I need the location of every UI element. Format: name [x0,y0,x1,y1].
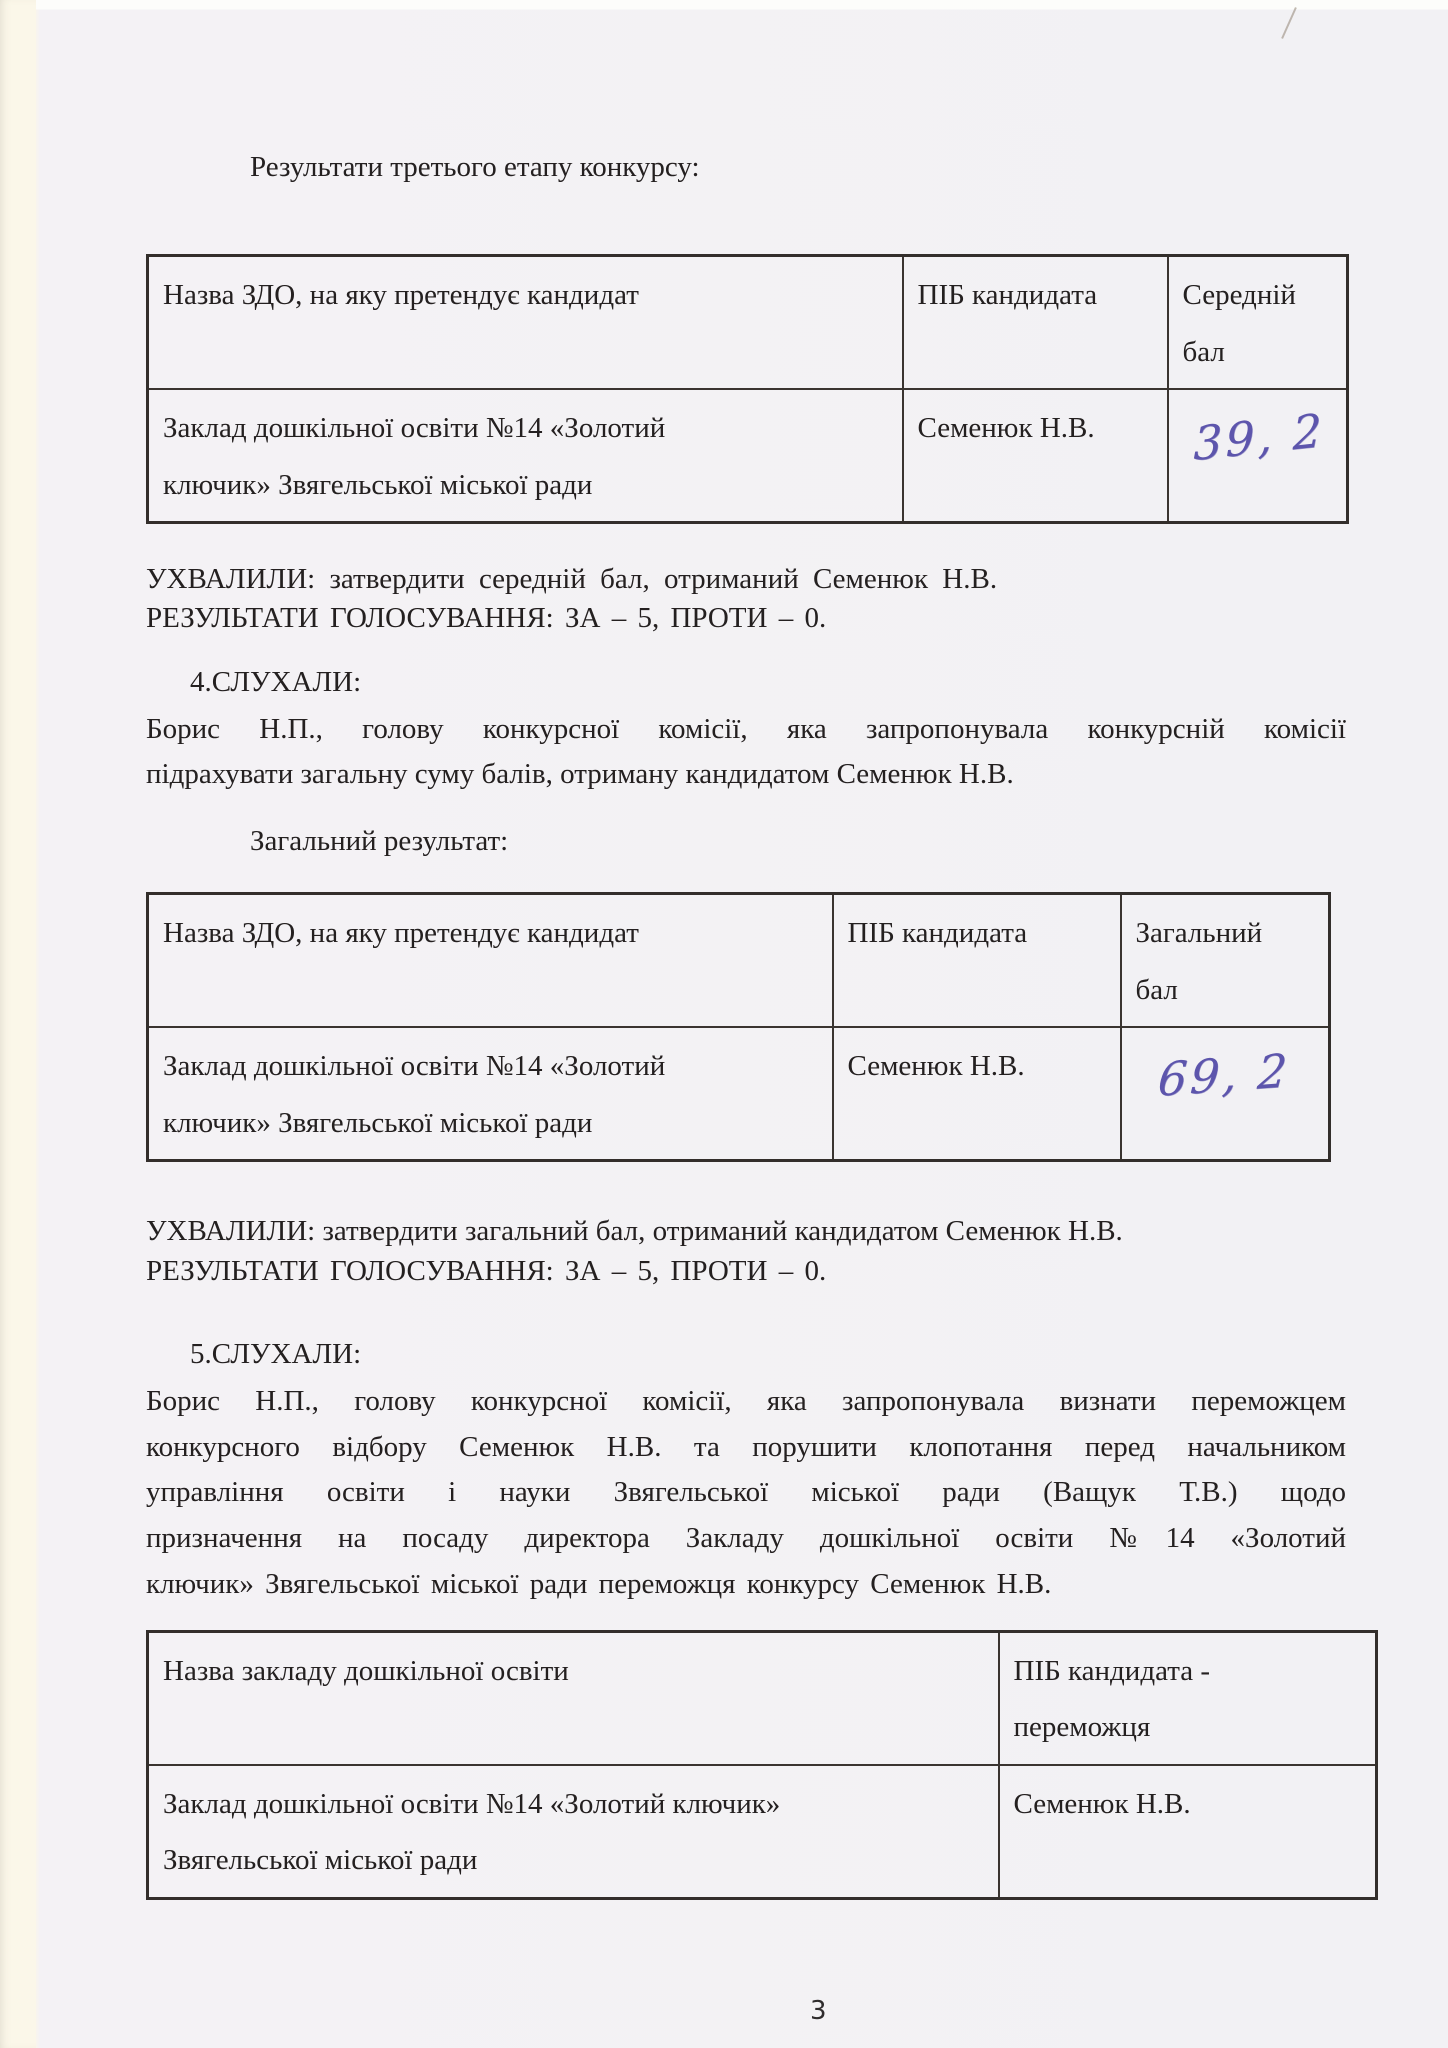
stage3-results-title: Результати третього етапу конкурсу: [250,151,700,183]
header-label: Назва закладу дошкільної освіти [163,1654,569,1687]
stage3-results-table [146,254,1349,524]
candidate-name: Семенюк Н.В. [847,1050,1025,1083]
header-cell-candidate [903,256,1168,390]
header-cell-total-score [1121,894,1330,1028]
item5-heading: 5.СЛУХАЛИ: [190,1337,362,1370]
scan-left-edge-strip [0,0,36,2048]
paragraph-line: конкурсного відбору Семенюк Н.В. та порушити клопотання перед начальником [146,1430,1346,1463]
voting-results-text: РЕЗУЛЬТАТИ ГОЛОСУВАННЯ: ЗА – 5, ПРОТИ – 0. [146,1254,827,1287]
header-cell-winner-candidate [999,1631,1377,1765]
cell-total-score [1121,1027,1330,1161]
resolution-text: УХВАЛИЛИ: затвердити середній бал, отриманий Семенюк Н.В. [146,563,998,596]
cell-candidate [833,1027,1121,1161]
cell-institution [148,1027,833,1161]
table-header-row [148,894,1330,1028]
page-number: 3 [810,1996,827,2026]
cell-institution [148,389,903,523]
table-row [148,1027,1330,1161]
handwritten-average-score: 39, 2 [1192,403,1325,472]
item5-paragraph [146,1379,1346,1608]
institution-name: Заклад дошкільної освіти №14 «Золотий ключик» Звягельської міської ради [163,1050,666,1139]
paragraph-line: призначення на посаду директора Закладу дошкільної освіти №14 «Золотий [146,1522,1346,1555]
header-label: Назва ЗДО, на яку претендує кандидат [163,917,639,950]
cell-institution [148,1765,999,1899]
handwritten-total-score: 69, 2 [1155,1043,1292,1108]
paragraph-line: управління освіти і науки Звягельської міської ради (Ващук Т.В.) щодо [146,1476,1346,1509]
candidate-name: Семенюк Н.В. [1013,1787,1191,1820]
header-label: Середній бал [1182,279,1296,368]
header-cell-candidate [833,894,1121,1028]
winner-table [146,1630,1378,1900]
header-cell-institution [148,894,833,1028]
table-row [148,1765,1377,1899]
header-cell-institution [148,1631,999,1765]
header-label: ПІБ кандидата - переможця [1013,1654,1211,1744]
institution-name: Заклад дошкільної освіти №14 «Золотий ключик» Звягельської міської ради [163,412,666,501]
header-label: ПІБ кандидата [847,917,1028,950]
document-content [146,0,1378,2027]
voting-results-text: РЕЗУЛЬТАТИ ГОЛОСУВАННЯ: ЗА – 5, ПРОТИ – 0. [146,602,827,635]
stage3-resolution-block [146,560,1378,638]
header-label: Назва ЗДО, на яку претендує кандидат [163,279,639,312]
table-header-row [148,1631,1377,1765]
paragraph-line: Борис Н.П., голову конкурсної комісії, яка запропонувала конкурсній комісії [146,712,1346,745]
paragraph-line: Борис Н.П., голову конкурсної комісії, яка запропонувала визнати переможцем [146,1384,1346,1417]
total-result-table [146,892,1331,1162]
header-cell-institution [148,256,903,390]
cell-candidate [903,389,1168,523]
candidate-name: Семенюк Н.В. [917,412,1095,445]
paragraph-line: ключик» Звягельської міської ради переможця конкурсу Семенюк Н.В. [146,1568,1052,1600]
table-header-row [148,256,1348,390]
cell-average-score [1168,389,1348,523]
resolution-text: УХВАЛИЛИ: затвердити загальний бал, отриманий кандидатом Семенюк Н.В. [146,1215,1123,1248]
item4-resolution-block [146,1212,1378,1290]
header-label: Загальний бал [1135,917,1263,1006]
total-result-title: Загальний результат: [250,825,509,858]
item4-heading: 4.СЛУХАЛИ: [190,665,362,698]
item4-paragraph [146,707,1346,799]
cell-winner-candidate [999,1765,1377,1899]
header-cell-average-score [1168,256,1348,390]
header-label: ПІБ кандидата [917,279,1098,312]
institution-name: Заклад дошкільної освіти №14 «Золотий ключик» Звягельської міської ради [163,1787,781,1877]
table-row [148,389,1348,523]
paragraph-line: підрахувати загальну суму балів, отриману кандидатом Семенюк Н.В. [146,758,1014,791]
